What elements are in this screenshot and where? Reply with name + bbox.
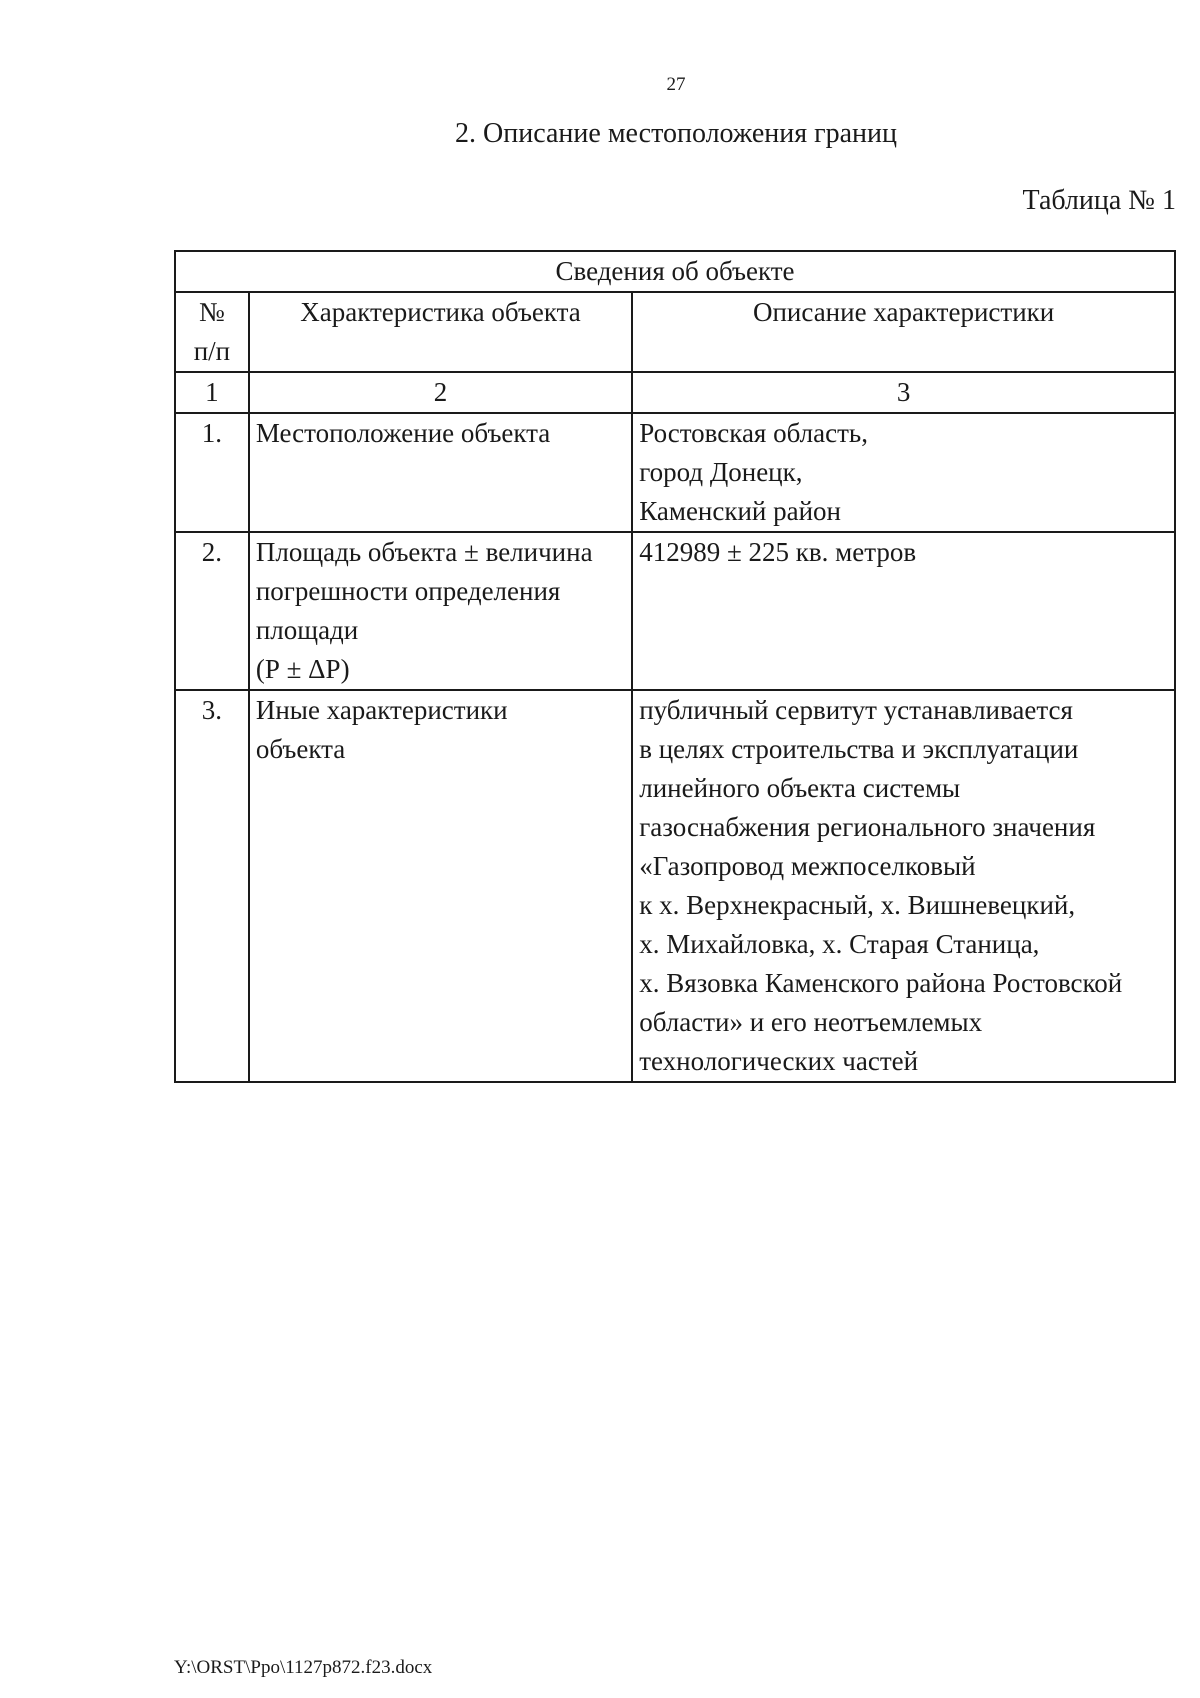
table-row bbox=[175, 532, 1175, 690]
page-number: 27 bbox=[666, 74, 686, 95]
header-description: Описание характеристики bbox=[632, 292, 1175, 372]
footer-file-path: Y:\ORST\Ppo\1127p872.f23.docx bbox=[174, 1657, 433, 1678]
row-number: 2. bbox=[175, 532, 249, 690]
column-number-1: 1 bbox=[175, 372, 249, 413]
table-caption: Сведения об объекте bbox=[175, 251, 1175, 292]
column-number-2: 2 bbox=[249, 372, 632, 413]
row-description: публичный сервитут устанавливается в целях строительства и эксплуатации линейного объекта системы газоснабжения регионального значения «Газопровод межпоселковый к х. Верхнекрасный, х. Вишневецкий, х. Михайловка, х. Старая Станица, х. Вязовка Каменского района Ростовской области» и его неотъемлемых технологических частей bbox=[632, 690, 1175, 1082]
table-caption-row bbox=[175, 251, 1175, 292]
table-row bbox=[175, 690, 1175, 1082]
row-characteristic: Иные характеристики объекта bbox=[249, 690, 632, 1082]
column-number-3: 3 bbox=[632, 372, 1175, 413]
table-row bbox=[175, 413, 1175, 532]
header-number: № п/п bbox=[175, 292, 249, 372]
row-description: Ростовская область, город Донецк, Каменский район bbox=[632, 413, 1175, 532]
boundary-description-table bbox=[174, 250, 1176, 1083]
row-characteristic: Площадь объекта ± величина погрешности определения площади (Р ± ΔР) bbox=[249, 532, 632, 690]
row-number: 1. bbox=[175, 413, 249, 532]
table-header-row bbox=[175, 292, 1175, 372]
section-heading: 2. Описание местоположения границ bbox=[455, 118, 897, 149]
table-label: Таблица № 1 bbox=[1022, 185, 1176, 216]
column-number-row bbox=[175, 372, 1175, 413]
row-description: 412989 ± 225 кв. метров bbox=[632, 532, 1175, 690]
row-characteristic: Местоположение объекта bbox=[249, 413, 632, 532]
header-characteristic: Характеристика объекта bbox=[249, 292, 632, 372]
row-number: 3. bbox=[175, 690, 249, 1082]
